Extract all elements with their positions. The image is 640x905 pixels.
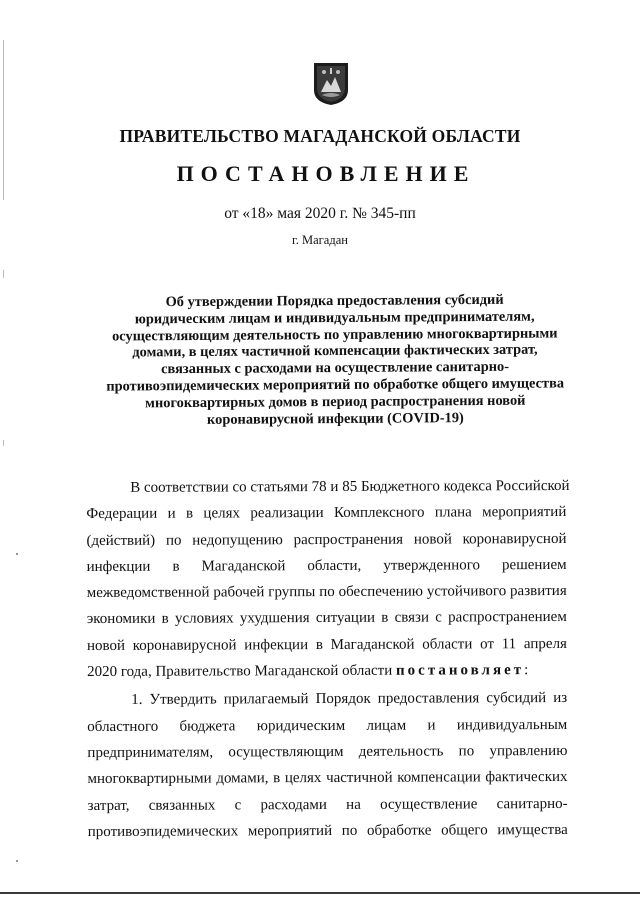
subject-line: многоквартирных домов в период распространения новой	[145, 392, 526, 412]
body-line: 1. Утвердить прилагаемый Порядок предоставления субсидий из	[131, 690, 568, 709]
body-line: инфекции в Магаданской области, утвержденного решением	[86, 556, 567, 575]
subject-line: домами, в целях частичной компенсации фактических затрат,	[132, 341, 538, 361]
page-bottom-edge	[0, 892, 640, 894]
body-line: противоэпидемических мероприятий по обработке общего имущества	[87, 821, 568, 840]
scan-speck	[16, 553, 18, 555]
subject-line: Об утверждении Порядка предоставления субсидий	[165, 291, 504, 311]
document-body	[86, 473, 568, 845]
body-line: новой коронавирусной инфекции в Магаданской области от 11 апреля	[86, 635, 567, 654]
document-type: ПОСТАНОВЛЕНИЕ	[176, 161, 476, 186]
body-line: предпринимателям, осуществляющим деятельность по управлению	[87, 742, 568, 762]
scan-edge-mark	[3, 270, 4, 278]
subject-line: осуществляющим деятельность по управлению многоквартирными	[112, 325, 558, 345]
body-line: межведомственной рабочей группы по обеспечению устойчивого развития	[86, 583, 567, 602]
scan-speck	[16, 860, 18, 862]
government-title: ПРАВИТЕЛЬСТВО МАГАДАНСКОЙ ОБЛАСТИ	[119, 126, 521, 146]
body-line: Федерации и в целях реализации Комплексного плана мероприятий	[86, 504, 567, 523]
magadan-coat-of-arms-icon	[313, 62, 349, 106]
body-line: (действий) по недопущению распространения новой коронавирусной	[86, 530, 567, 549]
body-line: областного бюджета юридическим лицам и индивидуальным	[87, 716, 568, 735]
body-line: многоквартирными домами, в целях частичной компенсации фактических	[87, 769, 568, 788]
document-city: г. Магадан	[292, 233, 348, 247]
subject-line: противоэпидемических мероприятий по обработке общего имущества	[106, 375, 565, 395]
document-date-number: от «18» мая 2020 г. № 345-пп	[224, 205, 416, 222]
body-line: В соответствии со статьями 78 и 85 Бюджетного кодекса Российской	[130, 477, 570, 496]
subject-line: коронавирусной инфекции (COVID-19)	[206, 409, 464, 428]
subject-line: связанных с расходами на осуществление санитарно-	[161, 358, 510, 378]
body-line: экономики в условиях ухудшения ситуации в связи с распространением	[86, 609, 567, 628]
resolution-keyword: постановляет	[395, 662, 525, 679]
body-line: затрат, связанных с расходами на осуществление санитарно-	[87, 795, 568, 814]
resolution-colon: :	[524, 662, 529, 679]
document-subject	[60, 291, 611, 429]
body-line: 2020 года, Правительство Магаданской области	[87, 662, 393, 681]
scan-edge-mark	[3, 440, 4, 446]
body-line-closing	[87, 657, 567, 685]
subject-line: юридическим лицам и индивидуальным предпринимателям,	[134, 308, 535, 328]
